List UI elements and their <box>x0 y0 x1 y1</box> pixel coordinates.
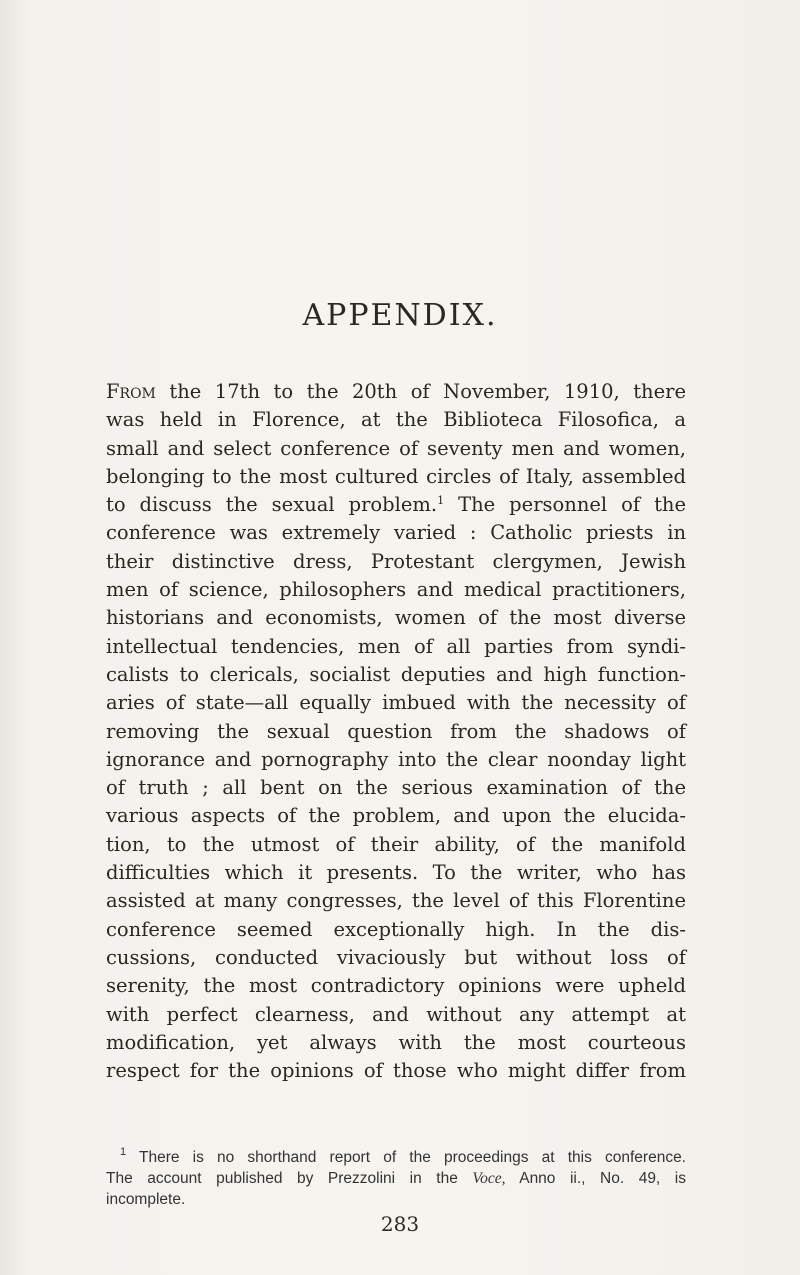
text-line: calists to clericals, socialist deputies and high function- <box>106 662 686 686</box>
text-line: conference seemed exceptionally high. In the dis- <box>106 917 686 941</box>
text-line: cussions, conducted vivaciously but without loss of <box>106 945 686 969</box>
footnote-line: $^1$ There is no shorthand report of the proceedings at this conference. <box>120 1146 686 1166</box>
body-paragraph <box>106 378 686 1085</box>
footnote-reference[interactable]: 1 <box>437 494 445 508</box>
text-line: to discuss the sexual problem.$^1$ The personnel of the <box>106 493 687 517</box>
publication-title: Voce, <box>472 1170 506 1187</box>
text-line: From the 17th to the 20th of November, 1910, there <box>106 380 686 403</box>
page-title: APPENDIX. <box>302 298 498 333</box>
text-line: small and select conference of seventy men and women, <box>106 436 686 460</box>
opening-word: From <box>106 380 156 403</box>
text-line: removing the sexual question from the shadows of <box>106 719 686 743</box>
text-line: men of science, philosophers and medical practitioners, <box>106 578 686 602</box>
text-line: their distinctive dress, Protestant clergymen, Jewish <box>106 549 686 573</box>
text-line: ignorance and pornography into the clear noonday light <box>106 747 686 771</box>
text-line: serenity, the most contradictory opinions were upheld <box>106 974 686 998</box>
text-line: was held in Florence, at the Biblioteca Filosofica, a <box>106 408 686 432</box>
text-line: historians and economists, women of the most diverse <box>106 606 686 630</box>
footnote-line: incomplete. <box>106 1191 186 1208</box>
footnote <box>106 1147 686 1210</box>
text-line: assisted at many congresses, the level of this Florentine <box>106 889 686 913</box>
footnote-line: The account published by Prezzolini in the Voce, Anno ii., No. 49, is <box>106 1170 686 1187</box>
text-line: intellectual tendencies, men of all parties from syndi- <box>106 634 686 658</box>
text-line: of truth ; all bent on the serious examination of the <box>106 776 686 800</box>
text-line: difficulties which it presents. To the writer, who has <box>106 861 686 885</box>
text-line: aries of state—all equally imbued with the necessity of <box>106 691 686 715</box>
text-line: conference was extremely varied : Catholic priests in <box>106 521 686 545</box>
footnote-marker: 1 <box>120 1146 127 1158</box>
text-line: modification, yet always with the most courteous <box>106 1030 686 1054</box>
text-line: with perfect clearness, and without any attempt at <box>106 1002 686 1026</box>
text-line: tion, to the utmost of their ability, of the manifold <box>106 832 686 856</box>
text-line: various aspects of the problem, and upon the elucida- <box>106 804 686 828</box>
text-line: respect for the opinions of those who might differ from <box>106 1059 686 1083</box>
page-number: 283 <box>380 1212 420 1236</box>
text-line: belonging to the most cultured circles of Italy, assembled <box>106 464 686 488</box>
